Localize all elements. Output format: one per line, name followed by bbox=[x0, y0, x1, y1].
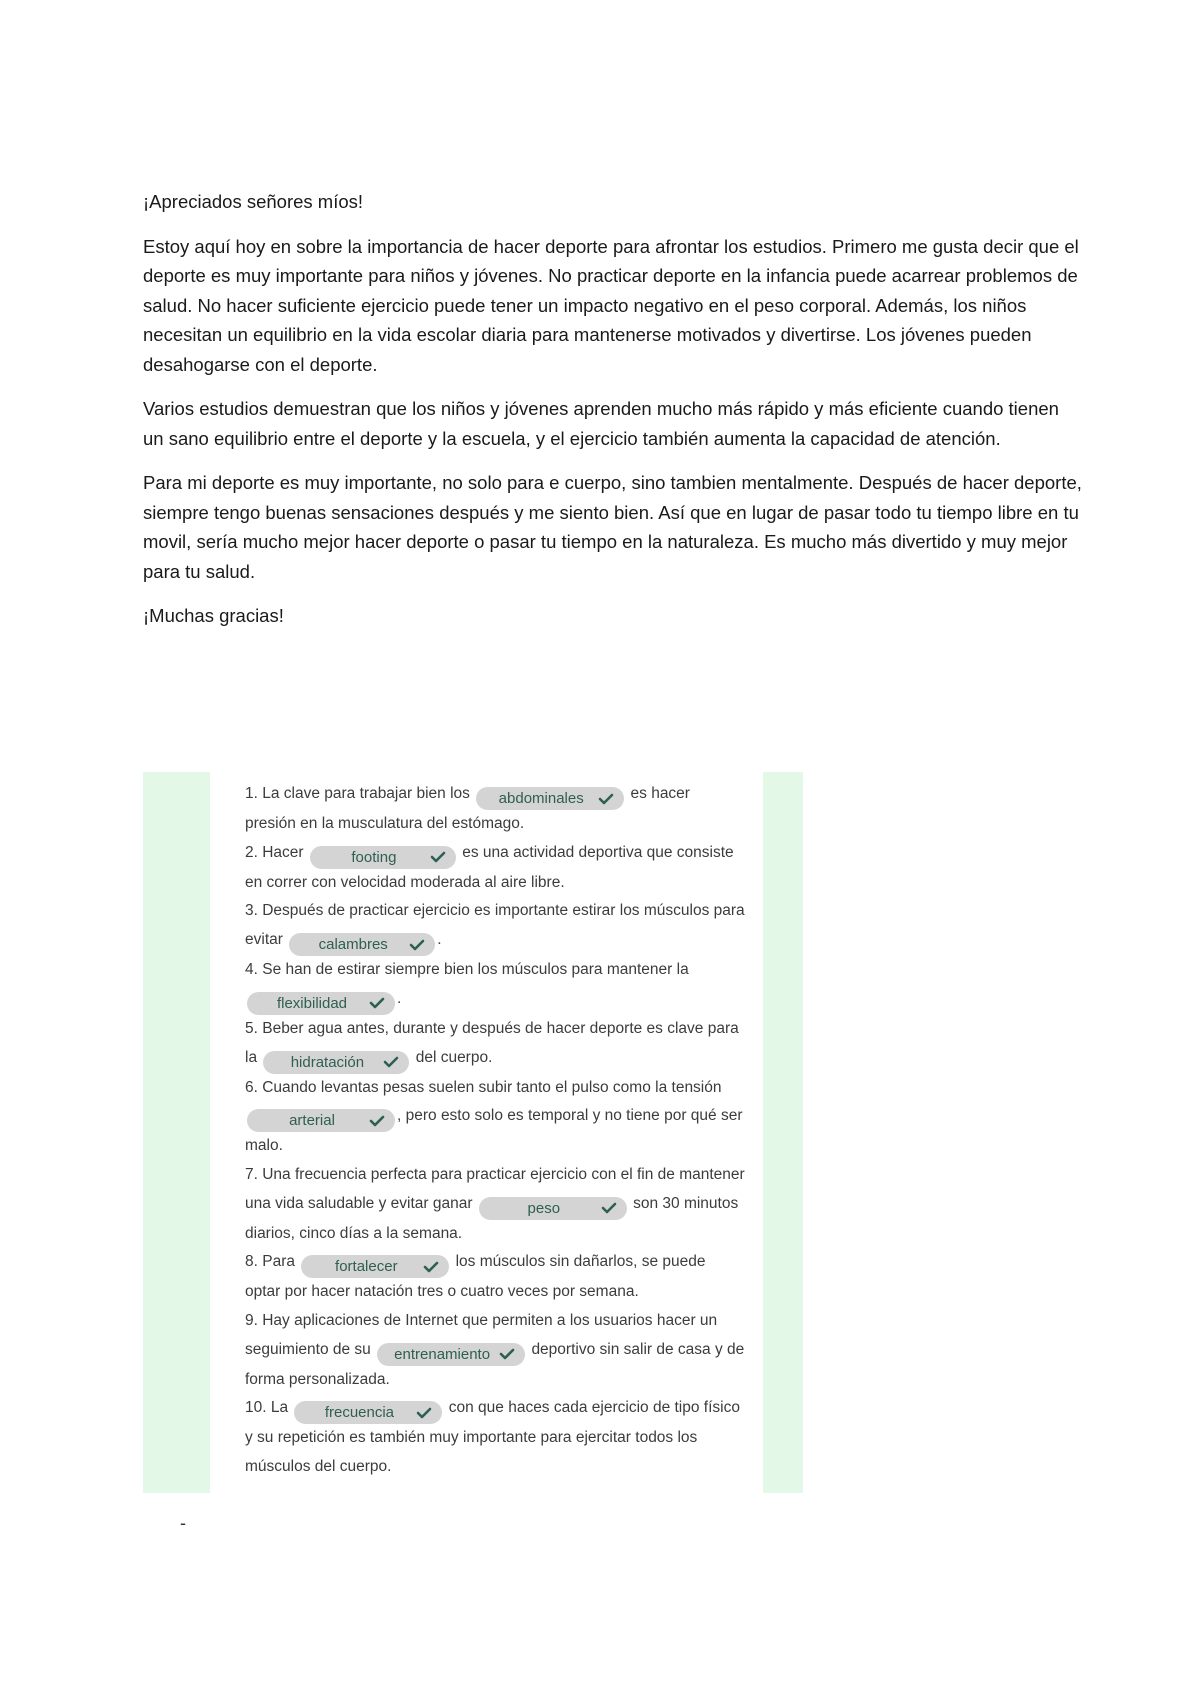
exercise-list bbox=[245, 780, 745, 1482]
exercise-item bbox=[245, 956, 745, 1015]
answer-value: footing bbox=[351, 848, 397, 866]
answer-value: entrenamiento bbox=[394, 1345, 491, 1363]
item-text-before: 5. Beber agua antes, durante y después de hacer deporte es clave para la bbox=[245, 1019, 739, 1066]
answer-dropdown[interactable] bbox=[476, 787, 624, 810]
answer-dropdown[interactable] bbox=[301, 1255, 449, 1278]
checkmark-icon bbox=[499, 1347, 515, 1361]
item-text-after: los músculos sin dañarlos, se puede optar por hacer natación tres o cuatro veces por semana. bbox=[245, 1253, 706, 1301]
exercise-item bbox=[245, 1394, 745, 1481]
exercise-item bbox=[245, 1161, 745, 1248]
checkmark-icon bbox=[598, 792, 614, 806]
answer-value: frecuencia bbox=[324, 1404, 395, 1422]
exercise-item bbox=[245, 1015, 745, 1074]
letter-closing: ¡Muchas gracias! bbox=[143, 605, 284, 626]
checkmark-icon bbox=[369, 1114, 385, 1128]
item-text-before: 1. La clave para trabajar bien los bbox=[245, 785, 470, 802]
answer-value: hidratación bbox=[290, 1053, 365, 1071]
item-text-after: es hacer presión en la musculatura del estómago. bbox=[245, 785, 690, 832]
item-text-before: 4. Se han de estirar siempre bien los músculos para mantener la bbox=[245, 961, 689, 979]
answer-dropdown[interactable] bbox=[247, 1109, 395, 1132]
letter-paragraph-2: Varios estudios demuestran que los niños y jóvenes aprenden mucho más rápido y más eficiente cuando tienen un sano equilibrio entre el deporte y la escuela, y el ejercicio también aumenta la capacidad de atención. bbox=[143, 398, 1059, 449]
item-text-before: 6. Cuando levantas pesas suelen subir tanto el pulso como la tensión bbox=[245, 1078, 722, 1096]
exercise-item bbox=[245, 1307, 745, 1394]
answer-dropdown[interactable] bbox=[377, 1343, 525, 1366]
checkmark-icon bbox=[430, 850, 446, 864]
exercise-item bbox=[245, 839, 745, 898]
checkmark-icon bbox=[601, 1201, 617, 1215]
item-text-after: , pero esto solo es temporal y no tiene por qué ser malo. bbox=[245, 1107, 743, 1155]
stray-dash: - bbox=[180, 1513, 186, 1533]
item-text-before: 3. Después de practicar ejercicio es importante estirar los músculos para evitar bbox=[245, 902, 745, 949]
answer-value: arterial bbox=[289, 1112, 335, 1130]
letter bbox=[143, 187, 1083, 646]
exercise-item bbox=[245, 1074, 745, 1161]
answer-value: flexibilidad bbox=[276, 994, 348, 1012]
item-text-after: . bbox=[437, 931, 442, 949]
checkmark-icon bbox=[369, 996, 385, 1010]
answer-dropdown[interactable] bbox=[479, 1197, 627, 1220]
item-text-after: . bbox=[397, 989, 402, 1007]
answer-dropdown[interactable] bbox=[294, 1401, 442, 1424]
answer-dropdown[interactable] bbox=[247, 992, 395, 1015]
answer-value: fortalecer bbox=[335, 1258, 398, 1276]
answer-dropdown[interactable] bbox=[289, 933, 435, 956]
checkmark-icon bbox=[423, 1260, 439, 1274]
answer-dropdown[interactable] bbox=[310, 846, 456, 869]
letter-paragraph-1: Estoy aquí hoy en sobre la importancia de hacer deporte para afrontar los estudios. Primero me gusta decir que el deporte es muy importante para niños y jóvenes. No practicar deporte en la infancia puede acarrear problemos de salud. No hacer suficiente ejercicio puede tener un impacto negativo en el peso corporal. Además, los niños necesitan un equilibrio en la vida escolar diaria para mantenerse motivados y divertirse. Los jóvenes pueden desahogarse con el deporte. bbox=[143, 235, 1079, 375]
exercise-item bbox=[245, 897, 745, 956]
item-text-before: 2. Hacer bbox=[245, 843, 304, 861]
checkmark-icon bbox=[416, 1406, 432, 1420]
exercise-item bbox=[245, 1248, 745, 1307]
checkmark-icon bbox=[409, 938, 425, 952]
item-text-before: 8. Para bbox=[245, 1253, 295, 1271]
letter-paragraph-3: Para mi deporte es muy importante, no solo para e cuerpo, sino tambien mentalmente. Después de hacer deporte, siempre tengo buenas sensaciones después y me siento bien. Así que en lugar de pasar todo tu tiempo libre en tu movil, sería mucho mejor hacer deporte o pasar tu tiempo en la naturaleza. Es mucho más divertido y muy mejor para tu salud. bbox=[143, 472, 1082, 582]
item-text-after: con que haces cada ejercicio de tipo físico y su repetición es también muy importante para ejercitar todos los músculos del cuerpo. bbox=[245, 1399, 740, 1476]
item-text-after: deportivo sin salir de casa y de forma personalizada. bbox=[245, 1340, 745, 1388]
answer-value: peso bbox=[527, 1199, 561, 1217]
item-text-before: 9. Hay aplicaciones de Internet que permiten a los usuarios hacer un seguimiento de su bbox=[245, 1312, 718, 1358]
exercise-screenshot bbox=[143, 772, 803, 1493]
answer-dropdown[interactable] bbox=[263, 1051, 409, 1074]
answer-value: calambres bbox=[318, 936, 388, 954]
exercise-panel bbox=[210, 772, 763, 1493]
exercise-item bbox=[245, 780, 745, 839]
item-text-after: son 30 minutos diarios, cinco días a la semana. bbox=[245, 1194, 739, 1242]
checkmark-icon bbox=[383, 1055, 399, 1069]
item-text-before: 7. Una frecuencia perfecta para practicar ejercicio con el fin de mantener una vida saludable y evitar ganar bbox=[245, 1165, 745, 1212]
item-text-after: del cuerpo. bbox=[415, 1048, 493, 1066]
answer-value: abdominales bbox=[498, 790, 584, 807]
item-text-after: es una actividad deportiva que consiste en correr con velocidad moderada al aire libre. bbox=[245, 843, 734, 891]
letter-greeting: ¡Apreciados señores míos! bbox=[143, 191, 364, 212]
item-text-before: 10. La bbox=[245, 1399, 289, 1417]
